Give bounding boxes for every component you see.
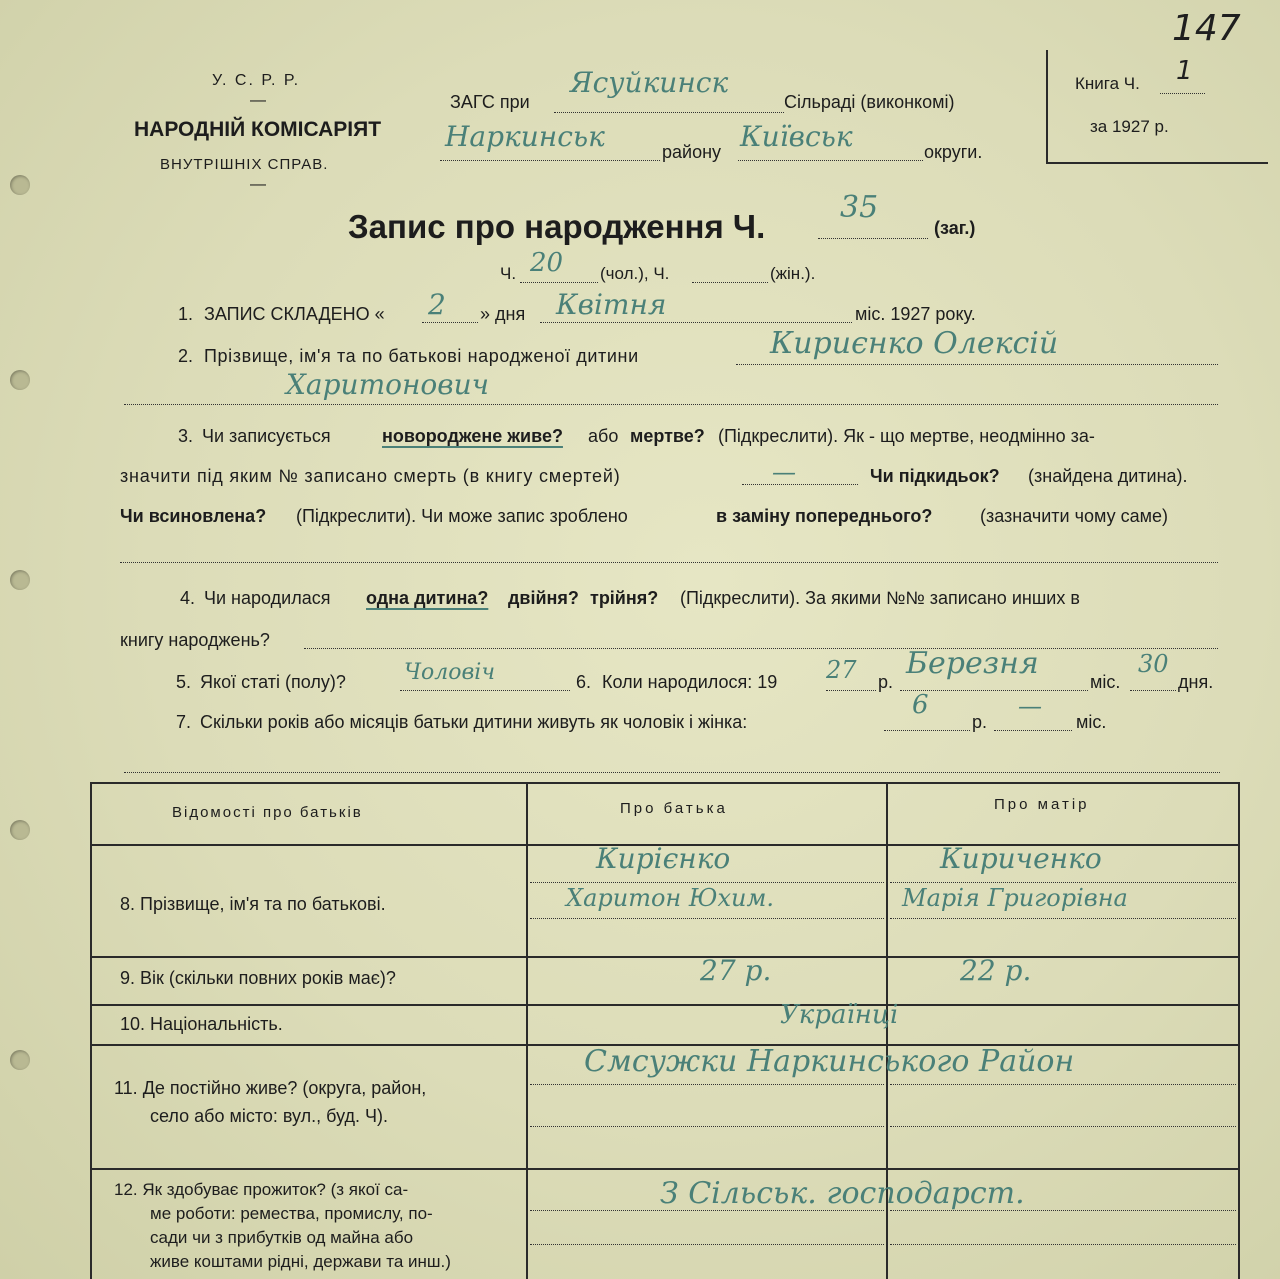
book-number-line (1160, 93, 1205, 94)
book-year: за 1927 р. (1090, 117, 1169, 136)
item3-blank-line (120, 562, 1218, 563)
title-number-line (818, 238, 928, 239)
row12-label-2: ме роботи: ремества, промислу, по- (150, 1204, 433, 1223)
father-surname: Кирієнко (596, 842, 731, 875)
ussr-label: У. С. Р. Р. (212, 72, 301, 89)
item6-r: р. (878, 672, 894, 692)
item1-end: міс. 1927 року. (855, 304, 976, 324)
item7-mis: міс. (1076, 712, 1107, 732)
item6-when: Коли народилося: 19 (602, 672, 778, 692)
item3-p2: або (588, 426, 619, 446)
item1-num: 1. (178, 304, 194, 324)
document-title: Запис про народження Ч. (348, 208, 766, 245)
header-dash: — (250, 176, 266, 193)
header-dash: — (250, 92, 266, 109)
item5-sex: Чоловіч (404, 660, 496, 685)
table-header-mother: Про матір (994, 796, 1090, 813)
item3-alive: новороджене живе? (382, 426, 563, 446)
item3-line2: значити під яким № записано смерть (в книгу смертей) (120, 466, 621, 486)
item2-text: Прізвище, ім'я та по батькові народженої дитини (204, 346, 639, 366)
punch-hole (10, 175, 30, 195)
row9-label: 9. Вік (скільки повних років має)? (120, 968, 396, 988)
zag-label: (заг.) (934, 218, 976, 238)
item6-dnia: дня. (1178, 672, 1214, 692)
female-label: (жін.). (770, 264, 816, 283)
item6-month: Березня (906, 646, 1039, 681)
okrug-name: Київськ (740, 120, 853, 153)
item3-l3a: (Підкреслити). Чи може запис зроблено (296, 506, 628, 526)
row11-label-1: 11. Де постійно живе? (округа, район, (114, 1078, 427, 1098)
father-age: 27 р. (700, 954, 772, 987)
district-line (440, 160, 660, 161)
father-name: Харитон Юхим. (566, 884, 775, 912)
row12-label-4: живе коштами рідні, держави та инш.) (150, 1252, 451, 1271)
punch-hole (10, 820, 30, 840)
item7-years-line (884, 730, 970, 731)
record-number: 35 (840, 190, 879, 225)
item3-l3b: (зазначити чому саме) (980, 506, 1168, 526)
nationality: Українці (780, 1000, 899, 1030)
item4-line2: книгу народжень? (120, 630, 270, 650)
ministry-title: НАРОДНІЙ КОМІСАРІЯТ (134, 118, 382, 141)
village-suffix: Сільраді (виконкомі) (784, 92, 955, 112)
female-count-line (692, 282, 768, 283)
item7-text: Скільки років або місяців батьки дитини живуть як чоловік і жінка: (200, 712, 748, 732)
item7-months: — (1018, 692, 1042, 720)
item6-day-line (1130, 690, 1176, 691)
okrug-label: округи. (924, 142, 983, 162)
book-number: 1 (1176, 56, 1193, 86)
punch-hole (10, 1050, 30, 1070)
item7-r: р. (972, 712, 988, 732)
item4-blank-line (304, 648, 1218, 649)
male-count-line (520, 282, 598, 283)
punch-hole (10, 370, 30, 390)
item6-mis: міс. (1090, 672, 1121, 692)
ministry-dept: ВНУТРІШНІХ СПРАВ. (160, 156, 329, 173)
item1-day-line (422, 322, 478, 323)
row8-label: 8. Прізвище, ім'я та по батькові. (120, 894, 386, 914)
row12-label-1: 12. Як здобуває прожиток? (з якої са- (114, 1180, 409, 1199)
item3-dead: мертве? (630, 426, 705, 446)
item2-patronymic-line (124, 404, 1218, 405)
item7-years: 6 (912, 690, 929, 720)
item3-death-dash: — (772, 458, 796, 486)
item6-num: 6. (576, 672, 592, 692)
item2-num: 2. (178, 346, 194, 366)
item4-twins: двійня? (508, 588, 579, 608)
row10-label: 10. Національність. (120, 1014, 283, 1034)
village-line (554, 112, 784, 113)
item3-death-line (742, 484, 858, 485)
livelihood: З Сільськ. господарст. (660, 1176, 1025, 1211)
item7-blank-line (124, 772, 1220, 773)
item3-replace: в заміну попереднього? (716, 506, 933, 526)
district-name: Наркинськ (445, 120, 605, 153)
item6-year-line (826, 690, 876, 691)
zags-prefix: ЗАГС при (450, 92, 530, 112)
mother-age: 22 р. (960, 954, 1032, 987)
item7-months-line (994, 730, 1072, 731)
item2-name-line (736, 364, 1218, 365)
item1-mid: » дня (480, 304, 526, 324)
item2-name: Кириєнко Олексій (770, 326, 1059, 361)
male-count: 20 (530, 248, 564, 278)
male-label: (чол.), Ч. (600, 264, 670, 283)
mother-name: Марія Григорівна (902, 884, 1128, 912)
table-header-father: Про батька (620, 800, 728, 817)
item2-patronymic: Харитонович (286, 368, 490, 401)
item4-one: одна дитина? (366, 588, 489, 608)
line2-ch: Ч. (500, 264, 517, 283)
punch-hole (10, 570, 30, 590)
item4-p1: Чи народилася (204, 588, 331, 608)
residence: Смсужки Наркинського Район (584, 1044, 1075, 1079)
item6-year: 27 (826, 656, 857, 684)
district-label: району (662, 142, 722, 162)
book-box (1046, 50, 1268, 164)
table-header-parents: Відомості про батьків (172, 804, 363, 821)
item3-num: 3. (178, 426, 194, 446)
item5-sex-line (400, 690, 570, 691)
item1-month-line (540, 322, 852, 323)
row11-label-2: село або місто: вул., буд. Ч). (150, 1106, 388, 1126)
item5-text: Якої статі (полу)? (200, 672, 346, 692)
village-name: Ясуйкинск (570, 66, 729, 99)
item7-num: 7. (176, 712, 192, 732)
book-label: Книга Ч. (1075, 74, 1140, 93)
item5-num: 5. (176, 672, 192, 692)
okrug-line (738, 160, 923, 161)
row12-label-3: сади чи з прибутків од майна або (150, 1228, 414, 1247)
item3-found-note: (знайдена дитина). (1028, 466, 1188, 486)
item1-month: Квітня (556, 288, 667, 321)
item4-triplets: трійня? (590, 588, 659, 608)
item3-p1: Чи записується (202, 426, 331, 446)
item1-day: 2 (428, 288, 446, 321)
item3-p3: (Підкреслити). Як - що мертве, неодмінно за- (718, 426, 1095, 446)
item3-adopted: Чи всиновлена? (120, 506, 267, 526)
item3-foundling: Чи підкидьок? (870, 466, 1000, 486)
mother-surname: Кириченко (940, 842, 1102, 875)
page-number: 147 (1172, 8, 1241, 49)
item4-num: 4. (180, 588, 196, 608)
item1-text: ЗАПИС СКЛАДЕНО « (204, 304, 385, 324)
item6-day: 30 (1138, 650, 1169, 678)
item4-p2: (Підкреслити). За якими №№ записано инших в (680, 588, 1080, 608)
